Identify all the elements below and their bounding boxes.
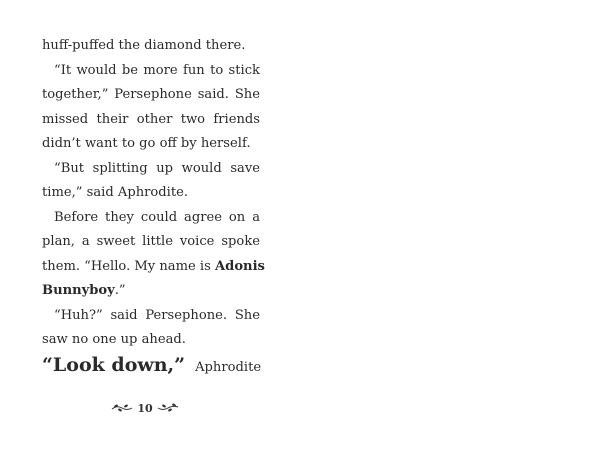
text-line: “But splitting up would save <box>54 160 260 176</box>
text-line <box>42 279 260 304</box>
text-fragment: Aphrodite <box>195 359 262 375</box>
text-line: plan, a sweet little voice spoke <box>42 234 260 249</box>
text-line: saw no one up ahead. <box>42 332 186 347</box>
text-line: missed their other two friends <box>42 111 260 127</box>
left-page-text <box>42 34 265 377</box>
text-line: Before they could agree on a <box>54 209 260 225</box>
text-line: time,” said Aphrodite. <box>42 185 189 200</box>
text-line: didn’t want to go off by herself. <box>42 136 251 151</box>
text-line <box>42 255 265 280</box>
text-line: “It would be more fun to stick <box>54 62 260 78</box>
right-page <box>300 0 600 450</box>
character-name: Bunnyboy <box>42 283 115 298</box>
text-fragment: them. “Hello. My name is <box>42 258 215 274</box>
text-line: together,” Persephone said. She <box>42 87 260 102</box>
vine-ornament-icon <box>111 403 133 413</box>
page-number <box>105 398 185 418</box>
text-fragment: .” <box>114 283 126 298</box>
character-name: Adonis <box>215 258 265 274</box>
emphasis-text: “Look down,” <box>42 353 186 376</box>
page-number-text: 10 <box>137 401 153 415</box>
text-line: “Huh?” said Persephone. She <box>54 307 260 323</box>
vine-ornament-icon <box>157 403 179 413</box>
text-line <box>42 353 260 378</box>
text-line: huff-puffed the diamond there. <box>42 38 246 53</box>
